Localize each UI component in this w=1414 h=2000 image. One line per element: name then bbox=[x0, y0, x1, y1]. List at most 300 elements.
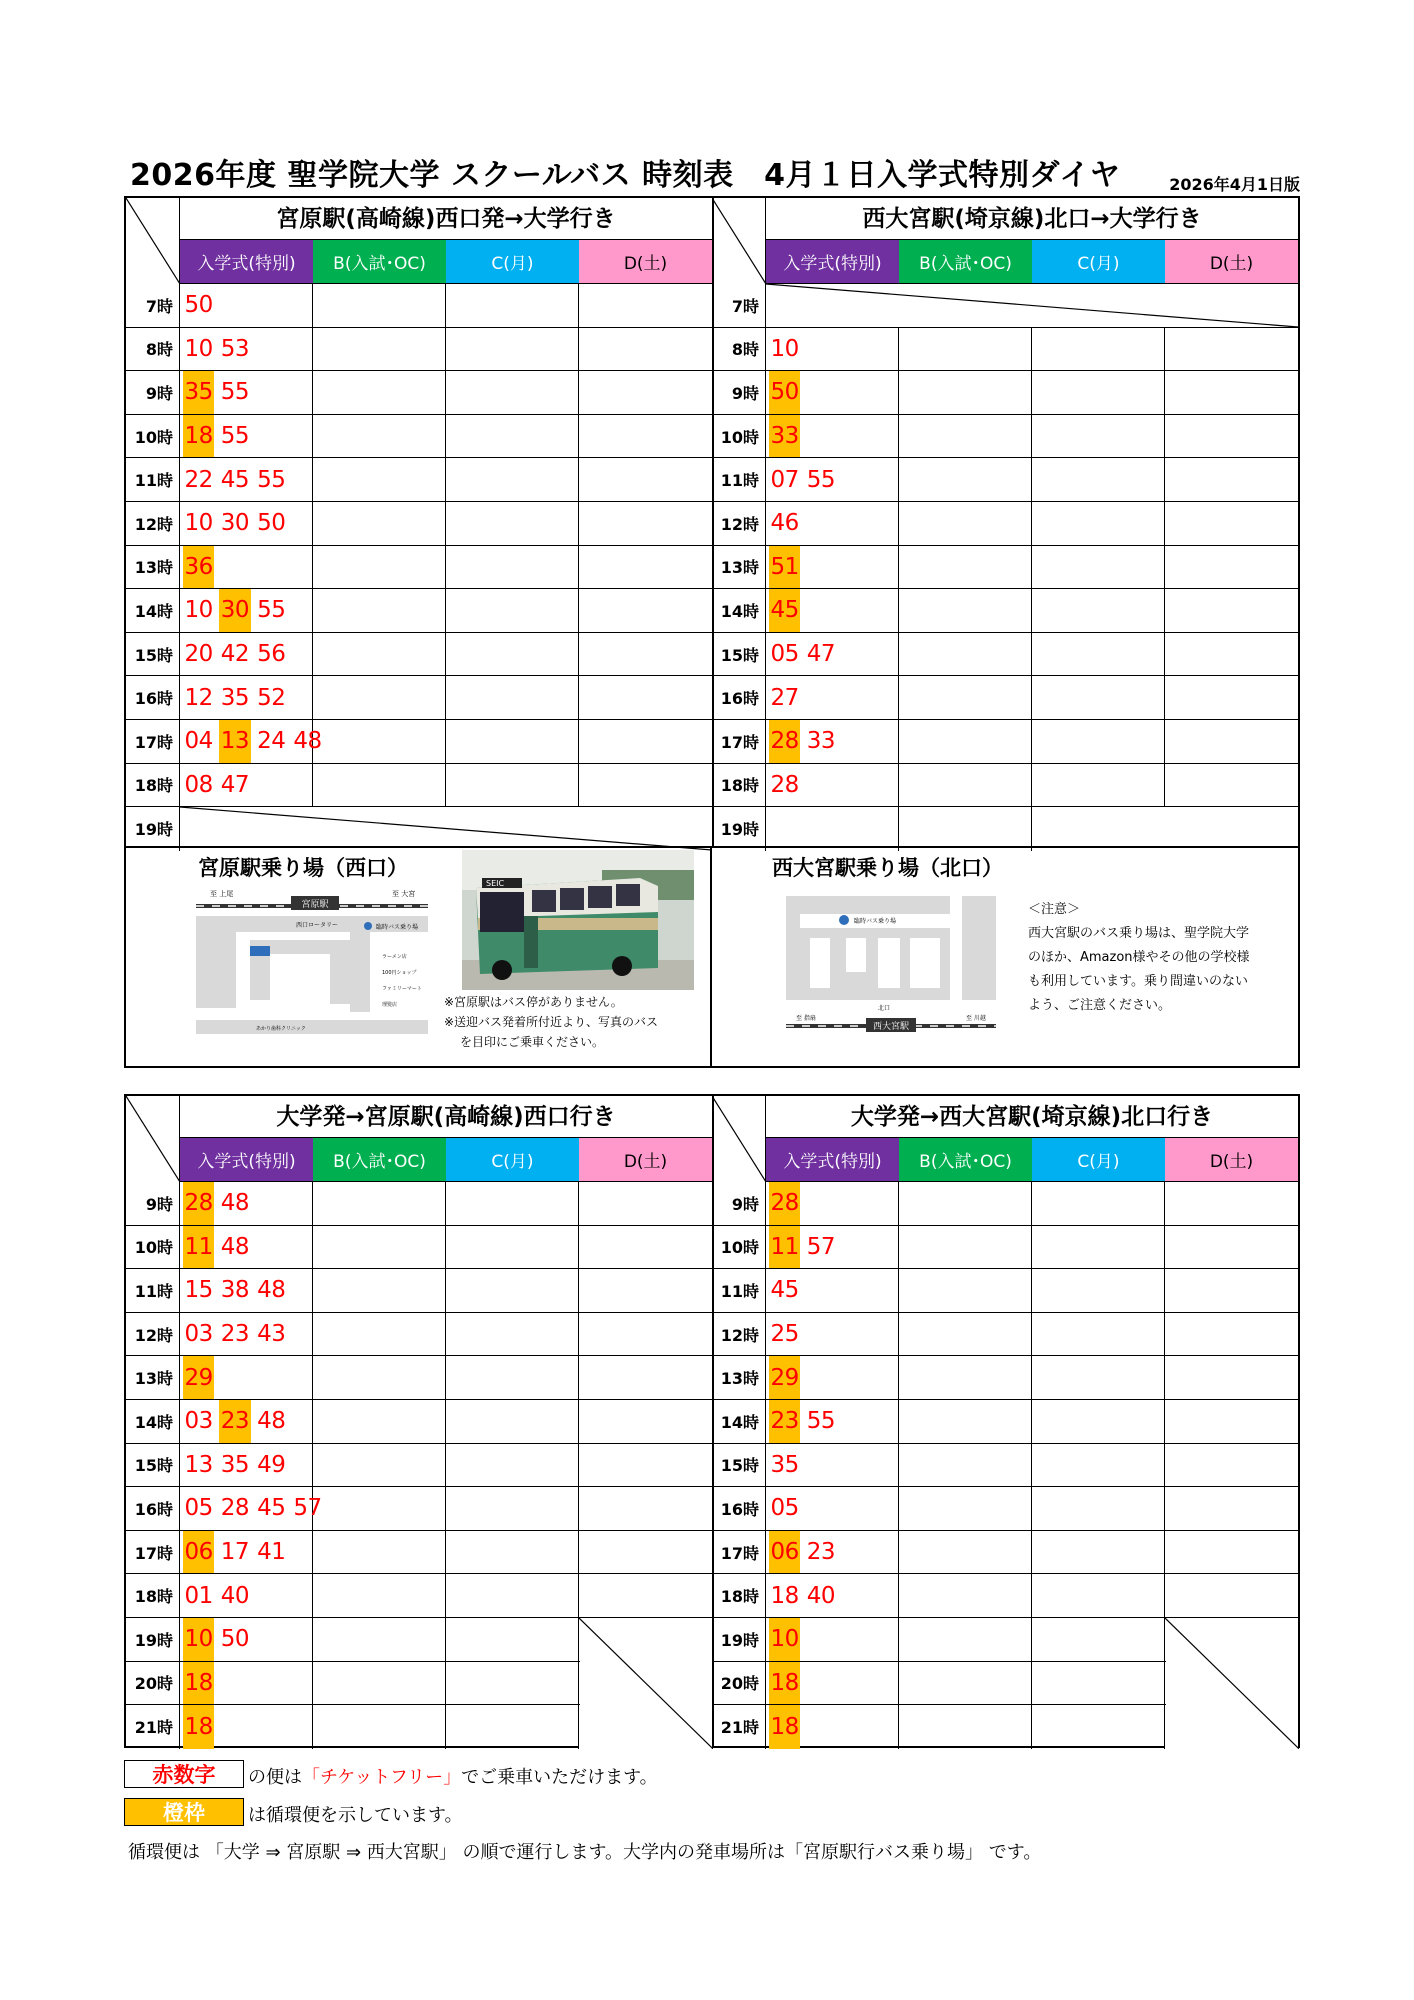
loop-departure-time: 51 bbox=[769, 546, 800, 589]
empty-cell bbox=[1032, 284, 1165, 327]
empty-cell bbox=[579, 1531, 712, 1574]
miyahara-boarding-title: 宮原駅乗り場（西口） bbox=[198, 856, 408, 880]
loop-departure-time: 18 bbox=[769, 1705, 800, 1749]
loop-departure-time: 28 bbox=[183, 1182, 214, 1225]
empty-cell bbox=[579, 720, 712, 763]
empty-cell bbox=[313, 720, 446, 763]
departure-time: 55 bbox=[806, 1408, 836, 1435]
empty-cell bbox=[899, 546, 1032, 589]
empty-cell bbox=[446, 284, 579, 327]
hour-label: 7時 bbox=[126, 284, 180, 327]
table-row bbox=[126, 458, 712, 502]
times-cell bbox=[766, 1531, 899, 1574]
empty-cell bbox=[1165, 720, 1298, 763]
hour-label: 11時 bbox=[712, 458, 766, 501]
hour-label: 14時 bbox=[712, 589, 766, 632]
empty-cell bbox=[899, 1356, 1032, 1399]
empty-cell bbox=[899, 720, 1032, 763]
departure-time: 35 bbox=[220, 1451, 250, 1478]
departure-time: 41 bbox=[257, 1539, 286, 1566]
empty-cell bbox=[579, 764, 712, 807]
table-nishiomiya-to-univ bbox=[712, 198, 1298, 846]
times-cell bbox=[180, 1531, 313, 1574]
empty-cell bbox=[1032, 1313, 1165, 1356]
departure-time: 33 bbox=[806, 728, 836, 755]
table-univ-to-miyahara bbox=[126, 1096, 714, 1746]
empty-cell bbox=[579, 1182, 712, 1225]
times-cell bbox=[766, 458, 899, 501]
loop-departure-time: 33 bbox=[769, 415, 800, 458]
departure-time: 05 bbox=[770, 641, 799, 668]
hour-label: 14時 bbox=[712, 1400, 766, 1443]
empty-cell bbox=[313, 1444, 446, 1487]
miyahara-note-2: ※送迎バス発着所付近より、写真のバス bbox=[444, 1015, 659, 1029]
times-cell bbox=[180, 720, 322, 763]
svg-text:西口ロータリー: 西口ロータリー bbox=[296, 922, 339, 929]
caution-line: も利用しています。乗り間違いのない bbox=[1028, 974, 1248, 989]
table-row bbox=[712, 1313, 1298, 1357]
column-header: 入学式(特別) bbox=[180, 1138, 313, 1181]
times-cell bbox=[766, 1487, 899, 1530]
empty-cell bbox=[446, 633, 579, 676]
empty-cell bbox=[446, 1531, 579, 1574]
empty-cell bbox=[313, 1182, 446, 1225]
times-cell bbox=[180, 502, 313, 545]
empty-cell bbox=[1165, 1313, 1298, 1356]
empty-cell bbox=[1032, 720, 1165, 763]
empty-cell bbox=[1165, 807, 1298, 851]
departure-time: 48 bbox=[257, 1408, 286, 1435]
column-header: B(入試･OC) bbox=[899, 1138, 1032, 1181]
empty-cell bbox=[899, 807, 1032, 851]
departure-time: 28 bbox=[220, 1495, 250, 1522]
departure-time: 22 bbox=[184, 466, 213, 493]
column-headers bbox=[180, 1138, 712, 1182]
empty-cell bbox=[446, 371, 579, 414]
times-cell bbox=[180, 1705, 313, 1749]
times-cell bbox=[766, 1574, 899, 1617]
departure-time: 42 bbox=[220, 641, 250, 668]
empty-cell bbox=[1032, 1574, 1165, 1617]
loop-departure-time: 28 bbox=[769, 1182, 800, 1225]
times-cell bbox=[180, 807, 313, 851]
table-row bbox=[126, 720, 712, 764]
times-cell bbox=[180, 284, 313, 327]
departure-time: 08 bbox=[184, 771, 213, 798]
empty-cell bbox=[446, 1574, 579, 1617]
header bbox=[126, 150, 1300, 194]
column-header: C(月) bbox=[1032, 240, 1165, 283]
empty-cell bbox=[579, 676, 712, 719]
hour-label: 15時 bbox=[712, 633, 766, 676]
times-cell bbox=[766, 1313, 899, 1356]
departure-time: 18 bbox=[770, 1582, 799, 1609]
departure-time: 43 bbox=[257, 1321, 286, 1348]
departure-time: 10 bbox=[184, 510, 213, 537]
times-cell bbox=[766, 1662, 899, 1705]
empty-cell bbox=[1165, 502, 1298, 545]
empty-cell bbox=[1165, 676, 1298, 719]
empty-cell bbox=[1032, 1226, 1165, 1269]
empty-cell bbox=[1165, 633, 1298, 676]
column-header: 入学式(特別) bbox=[180, 240, 313, 283]
empty-cell bbox=[899, 502, 1032, 545]
table-row bbox=[712, 633, 1298, 677]
hour-label: 10時 bbox=[712, 415, 766, 458]
svg-text:臨時バス乗り場: 臨時バス乗り場 bbox=[376, 924, 419, 931]
table-row bbox=[126, 328, 712, 372]
departure-time: 28 bbox=[770, 771, 799, 798]
departure-time: 35 bbox=[220, 684, 250, 711]
table-row bbox=[712, 676, 1298, 720]
empty-cell bbox=[579, 1574, 712, 1617]
times-cell bbox=[180, 415, 313, 458]
empty-cell bbox=[313, 546, 446, 589]
empty-cell bbox=[1032, 546, 1165, 589]
empty-cell bbox=[579, 458, 712, 501]
svg-text:ファミリーマート: ファミリーマート bbox=[382, 986, 422, 992]
table-row bbox=[126, 284, 712, 328]
empty-cell bbox=[1032, 502, 1165, 545]
column-headers bbox=[766, 240, 1298, 284]
empty-cell bbox=[579, 633, 712, 676]
departure-time: 20 bbox=[184, 641, 213, 668]
empty-cell bbox=[899, 1400, 1032, 1443]
hour-label: 19時 bbox=[712, 807, 766, 851]
empty-cell bbox=[1165, 1574, 1298, 1617]
loop-departure-time: 06 bbox=[183, 1531, 214, 1574]
hour-label: 19時 bbox=[126, 1618, 180, 1661]
empty-cell bbox=[446, 1444, 579, 1487]
times-cell bbox=[180, 676, 313, 719]
svg-text:至 指扇: 至 指扇 bbox=[796, 1015, 816, 1022]
departure-time: 57 bbox=[293, 1495, 322, 1522]
empty-cell bbox=[313, 1313, 446, 1356]
table-row bbox=[126, 546, 712, 590]
empty-cell bbox=[1165, 1269, 1298, 1312]
empty-cell bbox=[313, 1531, 446, 1574]
table-row bbox=[712, 764, 1298, 808]
empty-cell bbox=[313, 1269, 446, 1312]
empty-cell bbox=[446, 720, 579, 763]
column-header: D(土) bbox=[1165, 1138, 1298, 1181]
empty-cell bbox=[1032, 371, 1165, 414]
loop-departure-time: 36 bbox=[183, 546, 214, 589]
empty-cell bbox=[446, 1487, 579, 1530]
empty-cell bbox=[313, 1618, 446, 1661]
loop-departure-time: 18 bbox=[183, 1705, 214, 1749]
departure-time: 12 bbox=[184, 684, 213, 711]
hour-label: 15時 bbox=[126, 633, 180, 676]
table-row bbox=[126, 1356, 712, 1400]
departure-time: 35 bbox=[770, 1451, 799, 1478]
hour-label: 21時 bbox=[712, 1705, 766, 1749]
departure-time: 40 bbox=[220, 1582, 250, 1609]
times-cell bbox=[766, 284, 899, 327]
empty-cell bbox=[899, 1182, 1032, 1225]
route-title: 大学発→西大宮駅(埼京線)北口行き bbox=[766, 1096, 1298, 1138]
loop-departure-time: 23 bbox=[769, 1400, 800, 1443]
caution-line: のほか、Amazon様やその他の学校様 bbox=[1028, 950, 1250, 965]
times-cell bbox=[766, 720, 899, 763]
hour-label: 20時 bbox=[712, 1662, 766, 1705]
departure-time: 40 bbox=[806, 1582, 836, 1609]
times-cell bbox=[180, 1662, 313, 1705]
table-row bbox=[126, 764, 712, 808]
table-row bbox=[712, 1356, 1298, 1400]
empty-cell bbox=[1165, 764, 1298, 807]
departure-time: 38 bbox=[220, 1277, 250, 1304]
times-cell bbox=[766, 1618, 899, 1661]
table-row bbox=[126, 1400, 712, 1444]
empty-cell bbox=[446, 1313, 579, 1356]
empty-cell bbox=[313, 589, 446, 632]
loop-departure-time: 18 bbox=[183, 415, 214, 458]
loop-departure-time: 30 bbox=[219, 589, 250, 632]
loop-departure-time: 06 bbox=[769, 1531, 800, 1574]
times-cell bbox=[766, 807, 899, 851]
departure-time: 05 bbox=[184, 1495, 213, 1522]
departure-time: 55 bbox=[220, 379, 250, 406]
miyahara-note-1: ※宮原駅はバス停がありません。 bbox=[444, 995, 623, 1009]
empty-cell bbox=[899, 1531, 1032, 1574]
departure-time: 10 bbox=[184, 335, 213, 362]
hour-label: 8時 bbox=[126, 328, 180, 371]
empty-cell bbox=[313, 415, 446, 458]
empty-cell bbox=[313, 1662, 446, 1705]
empty-cell bbox=[446, 1400, 579, 1443]
legend-footer: 循環便は 「大学 ⇒ 宮原駅 ⇒ 西大宮駅」 の順で運行します。大学内の発車場所は「宮原駅行バス乗り場」 です。 bbox=[128, 1842, 1042, 1863]
empty-cell bbox=[313, 328, 446, 371]
column-header: B(入試･OC) bbox=[899, 240, 1032, 283]
empty-cell bbox=[899, 1487, 1032, 1530]
departure-time: 27 bbox=[770, 684, 799, 711]
empty-cell bbox=[446, 807, 579, 851]
svg-text:100円ショップ: 100円ショップ bbox=[382, 970, 417, 976]
empty-cell bbox=[579, 1313, 712, 1356]
times-cell bbox=[180, 1269, 313, 1312]
empty-cell bbox=[899, 589, 1032, 632]
empty-cell bbox=[446, 764, 579, 807]
hour-label: 12時 bbox=[712, 1313, 766, 1356]
empty-cell bbox=[313, 1400, 446, 1443]
svg-text:至 川越: 至 川越 bbox=[966, 1015, 986, 1022]
hour-label: 11時 bbox=[126, 458, 180, 501]
hour-label: 10時 bbox=[126, 415, 180, 458]
departure-time: 45 bbox=[257, 1495, 286, 1522]
departure-time: 03 bbox=[184, 1408, 213, 1435]
departure-time: 48 bbox=[220, 1190, 250, 1217]
svg-text:至 上尾: 至 上尾 bbox=[210, 890, 234, 898]
times-cell bbox=[766, 633, 899, 676]
loop-departure-time: 45 bbox=[769, 589, 800, 632]
empty-cell bbox=[1165, 371, 1298, 414]
departure-time: 17 bbox=[220, 1539, 250, 1566]
svg-text:宮原駅: 宮原駅 bbox=[301, 900, 329, 910]
empty-cell bbox=[899, 764, 1032, 807]
legend-red-emphasis: 「チケットフリー」 bbox=[302, 1767, 462, 1788]
departure-time: 10 bbox=[770, 335, 799, 362]
times-cell bbox=[180, 764, 313, 807]
empty-cell bbox=[899, 1444, 1032, 1487]
svg-text:ラーメン店: ラーメン店 bbox=[382, 954, 407, 960]
times-cell bbox=[180, 1487, 322, 1530]
departure-time: 46 bbox=[770, 510, 799, 537]
hour-label: 20時 bbox=[126, 1662, 180, 1705]
table-row bbox=[712, 720, 1298, 764]
column-header: C(月) bbox=[446, 240, 579, 283]
empty-cell bbox=[1032, 1444, 1165, 1487]
times-cell bbox=[766, 676, 899, 719]
times-cell bbox=[766, 1400, 899, 1443]
table-row bbox=[712, 284, 1298, 328]
border-mask bbox=[1166, 1660, 1298, 1663]
table-row bbox=[712, 546, 1298, 590]
table-row bbox=[126, 589, 712, 633]
departure-time: 13 bbox=[184, 1451, 213, 1478]
times-cell bbox=[180, 1618, 313, 1661]
empty-cell bbox=[579, 807, 712, 851]
hour-label: 21時 bbox=[126, 1705, 180, 1749]
empty-cell bbox=[1165, 458, 1298, 501]
empty-cell bbox=[1032, 1487, 1165, 1530]
border-mask bbox=[1166, 1703, 1298, 1706]
departure-time: 15 bbox=[184, 1277, 213, 1304]
empty-cell bbox=[899, 1226, 1032, 1269]
departure-time: 04 bbox=[184, 728, 213, 755]
empty-cell bbox=[1165, 1226, 1298, 1269]
empty-cell bbox=[446, 502, 579, 545]
empty-cell bbox=[1032, 1400, 1165, 1443]
hour-label: 9時 bbox=[712, 371, 766, 414]
route-title: 西大宮駅(埼京線)北口→大学行き bbox=[766, 198, 1298, 240]
loop-departure-time: 13 bbox=[219, 720, 250, 763]
empty-cell bbox=[446, 1269, 579, 1312]
departure-time: 10 bbox=[184, 597, 213, 624]
hour-label: 18時 bbox=[712, 764, 766, 807]
hour-label: 18時 bbox=[126, 1574, 180, 1617]
table-miyahara-to-univ bbox=[126, 198, 714, 846]
nishiomiya-caution bbox=[1028, 898, 1250, 1018]
table-row bbox=[126, 1487, 712, 1531]
hour-label: 17時 bbox=[126, 720, 180, 763]
hour-label: 7時 bbox=[712, 284, 766, 327]
empty-cell bbox=[579, 371, 712, 414]
times-cell bbox=[180, 1226, 313, 1269]
departure-time: 57 bbox=[806, 1233, 836, 1260]
corner-cell bbox=[126, 1096, 180, 1182]
table-row bbox=[712, 1444, 1298, 1488]
times-cell bbox=[766, 1705, 899, 1749]
border-mask bbox=[580, 1703, 712, 1706]
page-title: 2026年度 聖学院大学 スクールバス 時刻表 4月１日入学式特別ダイヤ bbox=[130, 158, 1121, 193]
empty-cell bbox=[446, 1618, 579, 1661]
times-cell bbox=[180, 328, 313, 371]
hour-label: 16時 bbox=[126, 676, 180, 719]
svg-text:至 大宮: 至 大宮 bbox=[392, 890, 416, 898]
hour-label: 10時 bbox=[712, 1226, 766, 1269]
departure-time: 50 bbox=[184, 292, 213, 319]
loop-departure-time: 11 bbox=[769, 1226, 800, 1269]
empty-cell bbox=[1032, 633, 1165, 676]
departure-time: 05 bbox=[770, 1495, 799, 1522]
empty-cell bbox=[1165, 546, 1298, 589]
legend-orange-label: 橙枠 bbox=[124, 1798, 244, 1826]
empty-cell bbox=[899, 1269, 1032, 1312]
empty-cell bbox=[1165, 1182, 1298, 1225]
empty-cell bbox=[899, 1662, 1032, 1705]
empty-cell bbox=[1165, 415, 1298, 458]
route-title: 宮原駅(高崎線)西口発→大学行き bbox=[180, 198, 712, 240]
hour-label: 13時 bbox=[712, 546, 766, 589]
table-row bbox=[126, 371, 712, 415]
column-header: D(土) bbox=[1165, 240, 1298, 283]
empty-cell bbox=[579, 546, 712, 589]
departure-time: 55 bbox=[257, 466, 286, 493]
empty-cell bbox=[313, 1356, 446, 1399]
empty-cell bbox=[579, 1487, 712, 1530]
hour-label: 19時 bbox=[712, 1618, 766, 1661]
departure-time: 49 bbox=[257, 1451, 286, 1478]
empty-cell bbox=[1165, 284, 1298, 327]
caution-head: ＜注意＞ bbox=[1028, 902, 1081, 917]
empty-cell bbox=[1032, 676, 1165, 719]
hour-label: 9時 bbox=[126, 371, 180, 414]
times-cell bbox=[180, 546, 313, 589]
table-row bbox=[712, 1269, 1298, 1313]
empty-cell bbox=[579, 415, 712, 458]
nishiomiya-boarding bbox=[712, 846, 1298, 1066]
hour-label: 12時 bbox=[126, 502, 180, 545]
empty-cell bbox=[1032, 807, 1165, 851]
loop-departure-time: 11 bbox=[183, 1226, 214, 1269]
empty-cell bbox=[899, 458, 1032, 501]
empty-cell bbox=[899, 1313, 1032, 1356]
times-cell bbox=[766, 1269, 899, 1312]
empty-cell bbox=[899, 284, 1032, 327]
column-header: B(入試･OC) bbox=[313, 1138, 446, 1181]
times-cell bbox=[766, 502, 899, 545]
empty-cell bbox=[579, 502, 712, 545]
empty-cell bbox=[313, 458, 446, 501]
times-cell bbox=[180, 1574, 313, 1617]
empty-cell bbox=[1032, 1662, 1165, 1705]
departure-time: 01 bbox=[184, 1582, 213, 1609]
departure-time: 48 bbox=[293, 728, 322, 755]
empty-cell bbox=[446, 1356, 579, 1399]
hour-label: 11時 bbox=[712, 1269, 766, 1312]
departure-time: 55 bbox=[220, 423, 250, 450]
times-cell bbox=[180, 633, 313, 676]
column-headers bbox=[180, 240, 712, 284]
legend-red-text bbox=[248, 1763, 658, 1789]
loop-departure-time: 29 bbox=[769, 1356, 800, 1399]
loop-departure-time: 23 bbox=[219, 1400, 250, 1443]
times-cell bbox=[766, 415, 899, 458]
caution-line: 西大宮駅のバス乗り場は、聖学院大学 bbox=[1028, 926, 1250, 941]
svg-text:北口: 北口 bbox=[878, 1005, 891, 1012]
hour-label: 13時 bbox=[712, 1356, 766, 1399]
nishiomiya-map bbox=[786, 886, 996, 1046]
boarding-info bbox=[124, 846, 1300, 1068]
hour-label: 18時 bbox=[126, 764, 180, 807]
times-cell bbox=[766, 1444, 899, 1487]
border-mask bbox=[580, 1660, 712, 1663]
timetable-to-university bbox=[124, 196, 1300, 848]
empty-cell bbox=[446, 415, 579, 458]
loop-departure-time: 28 bbox=[769, 720, 800, 763]
empty-cell bbox=[313, 1705, 446, 1749]
